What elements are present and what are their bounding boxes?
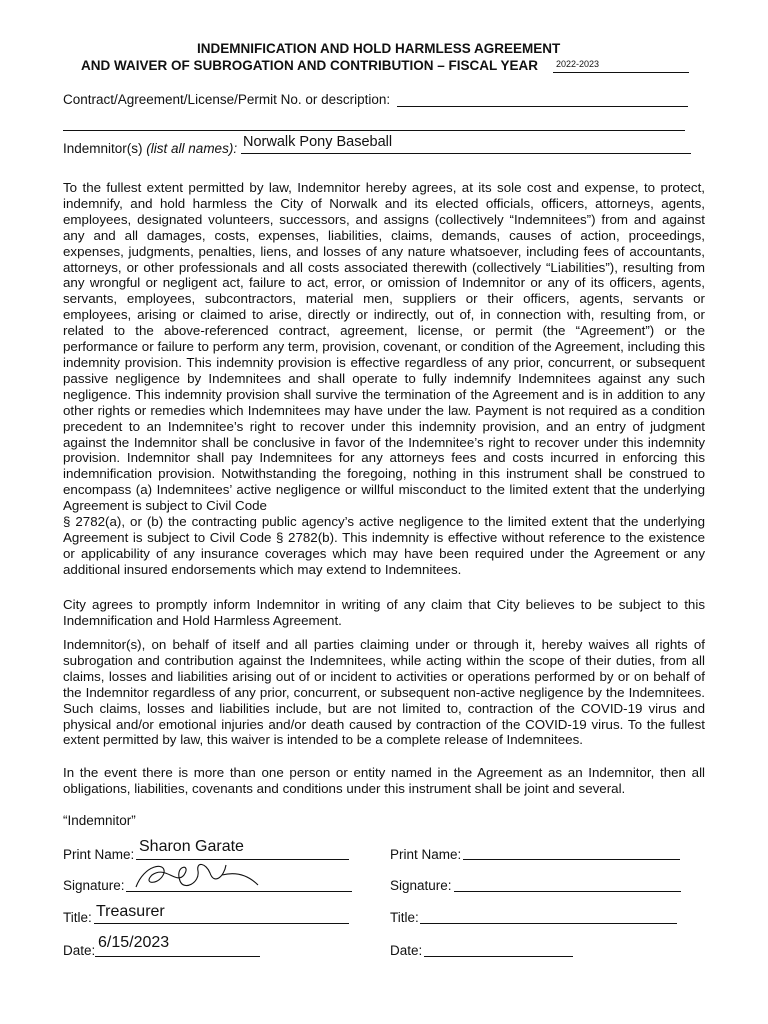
right-signature-label: Signature: (390, 878, 452, 893)
contract-label: Contract/Agreement/License/Permit No. or description: (63, 92, 391, 107)
right-print-name-label: Print Name: (390, 847, 462, 862)
fiscal-year-value: 2022-2023 (556, 59, 600, 69)
left-print-name-label: Print Name: (63, 847, 135, 862)
right-print-name-line (463, 859, 680, 860)
indemnitor-label-text: Indemnitor(s) (63, 141, 143, 156)
contract-second-line (63, 130, 685, 131)
waiver-paragraph: Indemnitor(s), on behalf of itself and all parties claiming under or through it, hereby waives all rights of subrogation and contribution against the Indemnitees, while acting within the scope of their duties, from all claims, losses and liabilities arising out of or incident to activities or operations performed by or on behalf of the Indemnitor regardless of any prior, concurrent, or subsequent non-active negligence by the Indemnitees. Such claims, losses and liabilities include, but are not limited to, contraction of the COVID-19 virus and physical and/or emotional injuries and/or death caused by contraction of the COVID-19 virus. To the fullest extent permitted by law, this waiver is intended to be a complete release of Indemnitees. (63, 637, 705, 748)
fiscal-year-line (553, 72, 689, 73)
document-title-line1: INDEMNIFICATION AND HOLD HARMLESS AGREEMENT (197, 41, 561, 56)
indemnitor-label (63, 141, 237, 156)
left-signature-label: Signature: (63, 878, 125, 893)
indemnity-paragraph-part2: § 2782(a), or (b) the contracting public agency’s active negligence to the limited extent that the underlying Agreement is subject to Civil Code § 2782(b). This indemnity is effective without reference to the existence or applicability of any insurance coverages which may have been required under the Agreement or any additional insured endorsements which may extend to Indemnitees. (63, 514, 705, 577)
notice-paragraph: City agrees to promptly inform Indemnitor in writing of any claim that City believes to be subject to this Indemnification and Hold Harmless Agreement. (63, 597, 705, 628)
left-title-field[interactable]: Treasurer (96, 903, 165, 920)
right-date-line (424, 956, 573, 957)
right-date-label: Date: (390, 943, 423, 958)
left-date-field[interactable]: 6/15/2023 (98, 934, 170, 951)
indemnity-paragraph-part1: To the fullest extent permitted by law, Indemnitor hereby agrees, at its sole cost and expense, to protect, indemnify, and hold harmless the City of Norwalk and its elected officials, officers, attorneys, agents, employees, designated volunteers, successors, and assigns (collectively “Indemnitees”) from and against any and all damages, costs, expenses, liabilities, claims, demands, causes of action, proceedings, expenses, judgments, penalties, liens, and losses of any nature whatsoever, including fees of accountants, attorneys, or other professionals and all costs associated therewith (collectively “Liabilities”), resulting from any wrongful or negligent act, failure to act, error, or omission of Indemnitor or any of its officers, agents, servants, employees, subcontractors, material men, suppliers or their officers, agents, servants or employees, arising or claimed to arise, directly or indirectly, out of, in connection with, resulting from, or related to the above-referenced contract, agreement, license, or permit (the “Agreement”) or the performance or failure to perform any term, provision, covenant, or condition of the Agreement, including this indemnity provision. This indemnity provision is effective regardless of any prior, concurrent, or subsequent passive negligence by Indemnitees and shall operate to fully indemnify Indemnitees against any such negligence. This indemnity provision shall survive the termination of the Agreement and is in addition to any other rights or remedies which Indemnitees may have under the law. Payment is not required as a condition precedent to an Indemnitee’s right to recover under this indemnity provision, and an entry of judgment against the Indemnitor shall be conclusive in favor of the Indemnitee’s right to recover under this indemnity provision. Indemnitor shall pay Indemnitees for any attorneys fees and costs incurred in enforcing this indemnification provision. Notwithstanding the foregoing, nothing in this instrument shall be construed to encompass (a) Indemnitees’ active negligence or willful misconduct to the limited extent that the underlying Agreement is subject to Civil Code (63, 180, 705, 514)
indemnity-paragraph (63, 180, 705, 578)
left-date-line (95, 956, 260, 957)
left-date-label: Date: (63, 943, 96, 958)
right-signature-line[interactable] (454, 891, 681, 892)
left-signature-line (126, 891, 352, 892)
indemnitor-heading: “Indemnitor” (63, 813, 136, 828)
left-title-line (94, 923, 349, 924)
indemnitor-field[interactable]: Norwalk Pony Baseball (243, 134, 393, 150)
right-title-label: Title: (390, 910, 419, 925)
indemnitor-hint: (list all names): (146, 141, 238, 156)
indemnitor-line (241, 153, 691, 154)
document-title-line2: AND WAIVER OF SUBROGATION AND CONTRIBUTION – FISCAL YEAR (81, 58, 539, 73)
contract-line (397, 106, 688, 107)
joint-several-paragraph: In the event there is more than one person or entity named in the Agreement as an Indemnitor, then all obligations, liabilities, covenants and conditions under this instrument shall be joint and several. (63, 765, 705, 796)
right-title-line (420, 923, 677, 924)
left-title-label: Title: (63, 910, 92, 925)
left-print-name-field[interactable]: Sharon Garate (139, 838, 244, 855)
